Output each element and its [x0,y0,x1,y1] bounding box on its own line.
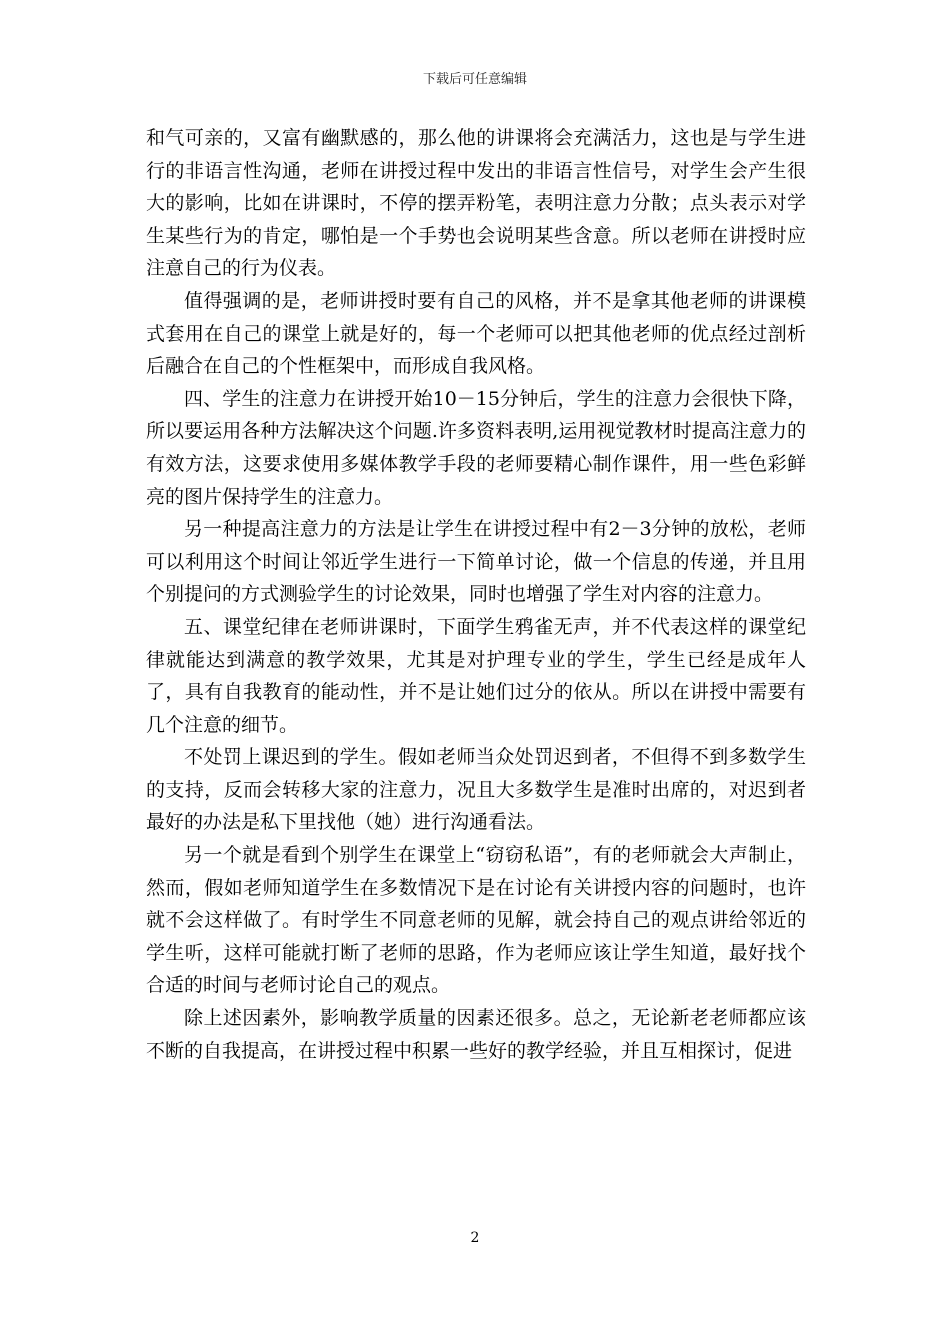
paragraph-2: 值得强调的是，老师讲授时要有自己的风格，并不是拿其他老师的讲课模式套用在自己的课堂上就是好的，每一个老师可以把其他老师的优点经过剖析后融合在自己的个性框架中，而形成自我风格。 [146,289,806,378]
page-number: 2 [470,1230,480,1246]
document-body [146,122,806,1067]
paragraph-6: 不处罚上课迟到的学生。假如老师当众处罚迟到者，不但得不到多数学生的支持，反而会转移大家的注意力，况且大多数学生是准时出席的，对迟到者最好的办法是私下里找他（她）进行沟通看法。 [146,746,806,834]
paragraph-4: 另一种提高注意力的方法是让学生在讲授过程中有2－3分钟的放松，老师可以利用这个时间让邻近学生进行一下简单讨论，做一个信息的传递，并且用个别提问的方式测验学生的讨论效果，同时也增强了学生对内容的注意力。 [146,518,806,606]
paragraph-7: 另一个就是看到个别学生在课堂上“窃窃私语”，有的老师就会大声制止，然而，假如老师知道学生在多数情况下是在讨论有关讲授内容的问题时，也许就不会这样做了。有时学生不同意老师的见解，就会持自己的观点讲给邻近的学生听，这样可能就打断了老师的思路，作为老师应该让学生知道，最好找个合适的时间与老师讨论自己的观点。 [146,844,806,997]
page-header: 下载后可任意编辑 [422,72,527,87]
paragraph-8: 除上述因素外，影响教学质量的因素还很多。总之，无论新老老师都应该不断的自我提高，在讲授过程中积累一些好的教学经验，并且互相探讨，促进 [146,1007,806,1062]
paragraph-3: 四、学生的注意力在讲授开始10－15分钟后，学生的注意力会很快下降，所以要运用各种方法解决这个问题.许多资料表明,运用视觉教材时提高注意力的有效方法，这要求使用多媒体教学手段的老师要精心制作课件，用一些色彩鲜亮的图片保持学生的注意力。 [146,387,806,508]
paragraph-1: 和气可亲的，又富有幽默感的，那么他的讲课将会充满活力，这也是与学生进行的非语言性沟通，老师在讲授过程中发出的非语言性信号，对学生会产生很大的影响，比如在讲课时，不停的摆弄粉笔，表明注意力分散；点头表示对学生某些行为的肯定，哪怕是一个手势也会说明某些含意。所以老师在讲授时应注意自己的行为仪表。 [146,127,806,280]
paragraph-5: 五、课堂纪律在老师讲课时，下面学生鸦雀无声，并不代表这样的课堂纪律就能达到满意的教学效果，尤其是对护理专业的学生，学生已经是成年人了，具有自我教育的能动性，并不是让她们过分的依从。所以在讲授中需要有几个注意的细节。 [146,615,806,736]
